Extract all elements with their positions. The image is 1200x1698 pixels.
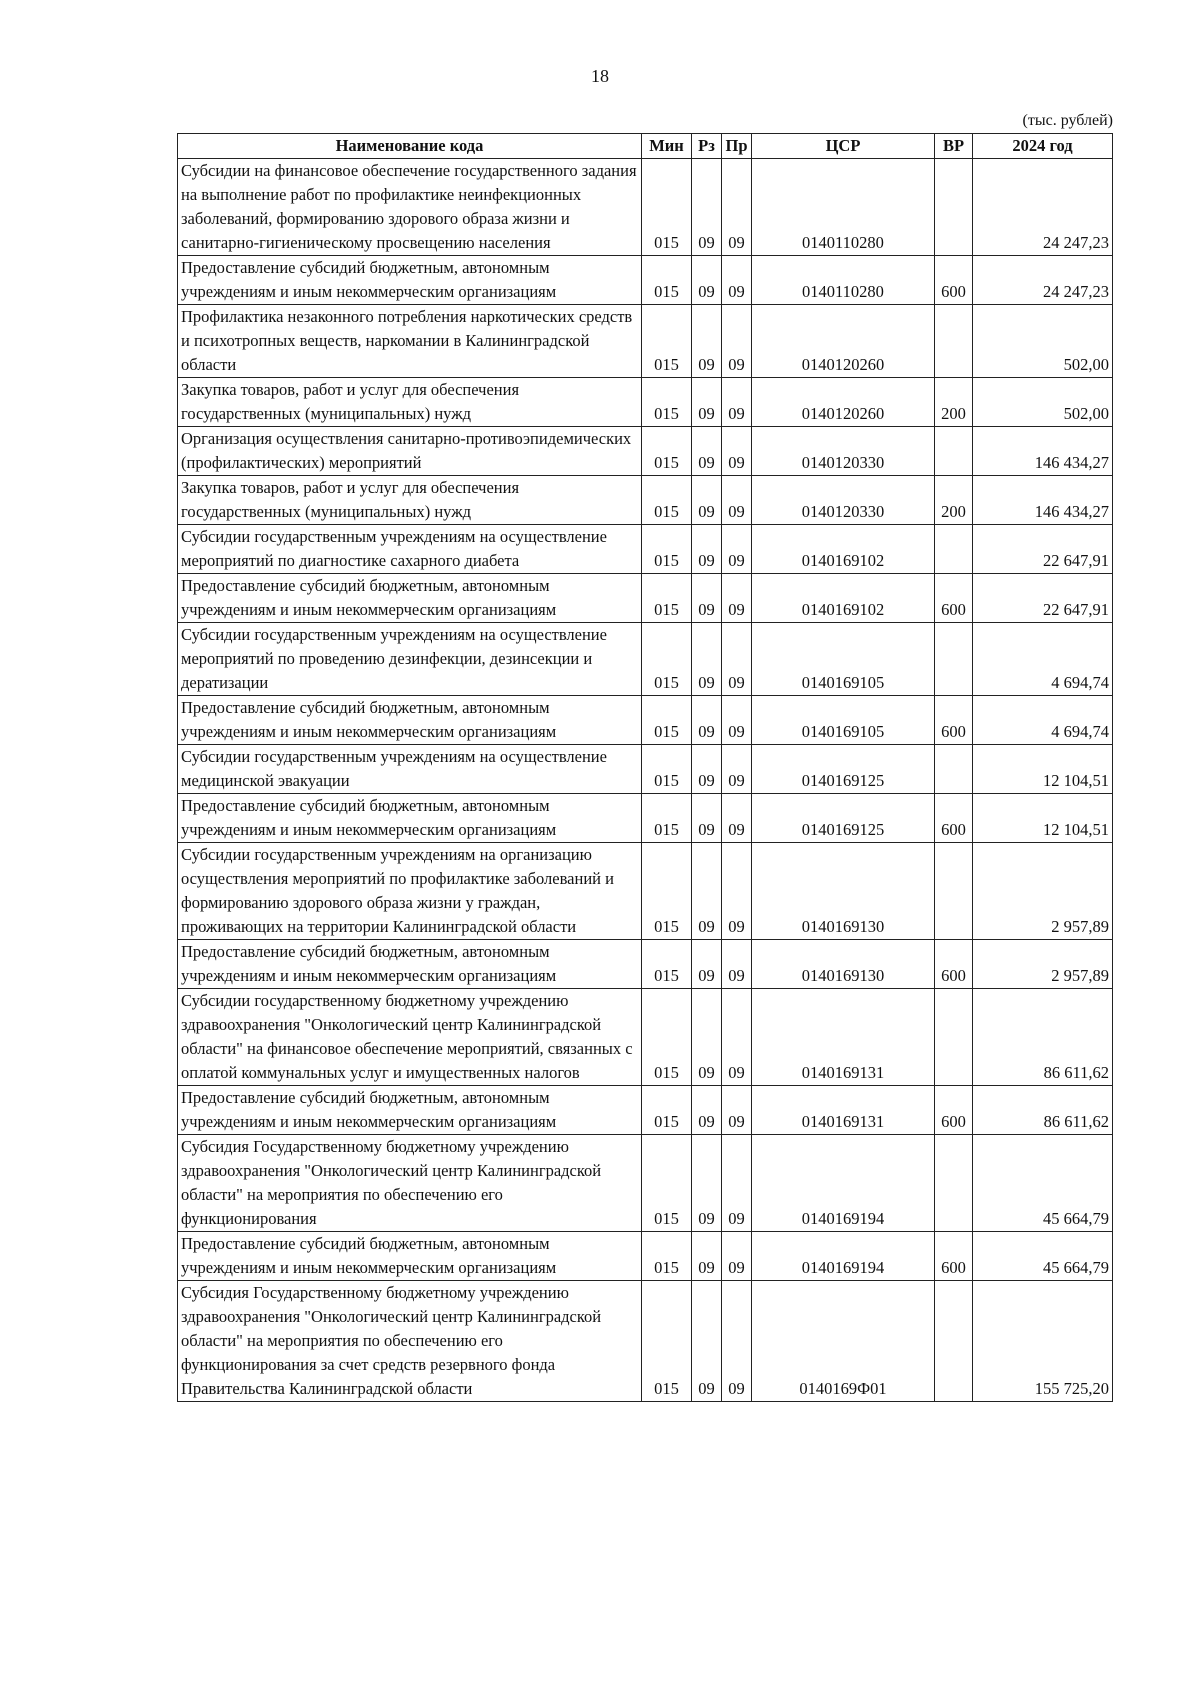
cell-csr: 0140120260 xyxy=(752,378,935,427)
table-row xyxy=(178,843,1113,940)
table-row xyxy=(178,794,1113,843)
cell-pr: 09 xyxy=(722,574,752,623)
cell-min: 015 xyxy=(642,1232,692,1281)
cell-min: 015 xyxy=(642,1135,692,1232)
cell-csr: 0140169125 xyxy=(752,794,935,843)
table-row xyxy=(178,159,1113,256)
cell-csr: 0140169102 xyxy=(752,525,935,574)
cell-sum: 146 434,27 xyxy=(973,476,1113,525)
cell-rz: 09 xyxy=(692,1281,722,1402)
cell-pr: 09 xyxy=(722,256,752,305)
cell-sum: 22 647,91 xyxy=(973,525,1113,574)
cell-vr xyxy=(935,159,973,256)
cell-vr xyxy=(935,427,973,476)
cell-rz: 09 xyxy=(692,525,722,574)
cell-name: Предоставление субсидий бюджетным, автономным учреждениям и иным некоммерческим организациям xyxy=(178,256,642,305)
table-row xyxy=(178,1232,1113,1281)
cell-rz: 09 xyxy=(692,989,722,1086)
table-row xyxy=(178,989,1113,1086)
cell-pr: 09 xyxy=(722,794,752,843)
cell-csr: 0140169130 xyxy=(752,843,935,940)
page-number: 18 xyxy=(591,66,609,86)
cell-min: 015 xyxy=(642,989,692,1086)
cell-vr xyxy=(935,843,973,940)
table-row xyxy=(178,256,1113,305)
cell-sum: 502,00 xyxy=(973,378,1113,427)
cell-min: 015 xyxy=(642,427,692,476)
cell-name: Закупка товаров, работ и услуг для обеспечения государственных (муниципальных) нужд xyxy=(178,476,642,525)
cell-pr: 09 xyxy=(722,427,752,476)
cell-name: Субсидии государственным учреждениям на организацию осуществления мероприятий по профилактике заболеваний и формированию здорового образа жизни у граждан, проживающих на территории Калининградской области xyxy=(178,843,642,940)
cell-rz: 09 xyxy=(692,843,722,940)
cell-rz: 09 xyxy=(692,1135,722,1232)
cell-name: Субсидии государственным учреждениям на осуществление медицинской эвакуации xyxy=(178,745,642,794)
cell-pr: 09 xyxy=(722,1135,752,1232)
cell-name: Организация осуществления санитарно-противоэпидемических (профилактических) мероприятий xyxy=(178,427,642,476)
cell-name: Предоставление субсидий бюджетным, автономным учреждениям и иным некоммерческим организациям xyxy=(178,1086,642,1135)
cell-name: Профилактика незаконного потребления наркотических средств и психотропных веществ, наркомании в Калининградской области xyxy=(178,305,642,378)
cell-csr: 0140169105 xyxy=(752,623,935,696)
cell-pr: 09 xyxy=(722,940,752,989)
cell-csr: 0140110280 xyxy=(752,159,935,256)
cell-min: 015 xyxy=(642,1086,692,1135)
cell-min: 015 xyxy=(642,623,692,696)
cell-min: 015 xyxy=(642,574,692,623)
cell-pr: 09 xyxy=(722,623,752,696)
cell-min: 015 xyxy=(642,940,692,989)
header-vr: ВР xyxy=(935,134,973,159)
table-row xyxy=(178,940,1113,989)
cell-vr: 600 xyxy=(935,1232,973,1281)
cell-rz: 09 xyxy=(692,476,722,525)
cell-pr: 09 xyxy=(722,989,752,1086)
cell-rz: 09 xyxy=(692,696,722,745)
cell-min: 015 xyxy=(642,305,692,378)
cell-name: Предоставление субсидий бюджетным, автономным учреждениям и иным некоммерческим организациям xyxy=(178,1232,642,1281)
cell-rz: 09 xyxy=(692,1086,722,1135)
cell-pr: 09 xyxy=(722,745,752,794)
cell-name: Предоставление субсидий бюджетным, автономным учреждениям и иным некоммерческим организациям xyxy=(178,696,642,745)
cell-sum: 45 664,79 xyxy=(973,1232,1113,1281)
cell-min: 015 xyxy=(642,696,692,745)
header-csr: ЦСР xyxy=(752,134,935,159)
cell-sum: 86 611,62 xyxy=(973,1086,1113,1135)
cell-vr xyxy=(935,305,973,378)
cell-vr: 600 xyxy=(935,256,973,305)
cell-csr: 0140110280 xyxy=(752,256,935,305)
table-row xyxy=(178,1281,1113,1402)
cell-vr: 600 xyxy=(935,940,973,989)
table-row xyxy=(178,1135,1113,1232)
cell-name: Закупка товаров, работ и услуг для обеспечения государственных (муниципальных) нужд xyxy=(178,378,642,427)
cell-vr xyxy=(935,989,973,1086)
cell-sum: 4 694,74 xyxy=(973,696,1113,745)
cell-min: 015 xyxy=(642,794,692,843)
cell-name: Субсидии государственным учреждениям на осуществление мероприятий по проведению дезинфекции, дезинсекции и дератизации xyxy=(178,623,642,696)
cell-rz: 09 xyxy=(692,574,722,623)
cell-min: 015 xyxy=(642,256,692,305)
cell-csr: 0140169131 xyxy=(752,989,935,1086)
cell-min: 015 xyxy=(642,843,692,940)
cell-csr: 0140169105 xyxy=(752,696,935,745)
cell-rz: 09 xyxy=(692,1232,722,1281)
table-row xyxy=(178,525,1113,574)
cell-pr: 09 xyxy=(722,476,752,525)
cell-sum: 2 957,89 xyxy=(973,940,1113,989)
cell-vr xyxy=(935,1135,973,1232)
cell-rz: 09 xyxy=(692,745,722,794)
cell-min: 015 xyxy=(642,476,692,525)
cell-vr xyxy=(935,745,973,794)
header-pr: Пр xyxy=(722,134,752,159)
table-row xyxy=(178,305,1113,378)
cell-vr xyxy=(935,525,973,574)
cell-sum: 146 434,27 xyxy=(973,427,1113,476)
cell-sum: 24 247,23 xyxy=(973,256,1113,305)
cell-name: Предоставление субсидий бюджетным, автономным учреждениям и иным некоммерческим организациям xyxy=(178,940,642,989)
cell-pr: 09 xyxy=(722,1232,752,1281)
cell-sum: 12 104,51 xyxy=(973,745,1113,794)
cell-csr: 0140120260 xyxy=(752,305,935,378)
cell-csr: 0140169Ф01 xyxy=(752,1281,935,1402)
cell-rz: 09 xyxy=(692,378,722,427)
table-row xyxy=(178,427,1113,476)
table-row xyxy=(178,696,1113,745)
units-label: (тыс. рублей) xyxy=(1022,112,1113,129)
cell-rz: 09 xyxy=(692,427,722,476)
cell-sum: 86 611,62 xyxy=(973,989,1113,1086)
cell-csr: 0140169194 xyxy=(752,1135,935,1232)
cell-sum: 2 957,89 xyxy=(973,843,1113,940)
cell-pr: 09 xyxy=(722,1281,752,1402)
header-year: 2024 год xyxy=(973,134,1113,159)
table-row xyxy=(178,476,1113,525)
cell-name: Предоставление субсидий бюджетным, автономным учреждениям и иным некоммерческим организациям xyxy=(178,574,642,623)
cell-min: 015 xyxy=(642,378,692,427)
cell-rz: 09 xyxy=(692,623,722,696)
cell-sum: 155 725,20 xyxy=(973,1281,1113,1402)
cell-min: 015 xyxy=(642,159,692,256)
cell-pr: 09 xyxy=(722,1086,752,1135)
cell-name: Субсидии государственному бюджетному учреждению здравоохранения "Онкологический центр Калининградской области" на финансовое обеспечение мероприятий, связанных с оплатой коммунальных услуг и имущественных налогов xyxy=(178,989,642,1086)
cell-csr: 0140120330 xyxy=(752,427,935,476)
cell-sum: 4 694,74 xyxy=(973,623,1113,696)
cell-csr: 0140169131 xyxy=(752,1086,935,1135)
table-row xyxy=(178,1086,1113,1135)
cell-csr: 0140169130 xyxy=(752,940,935,989)
cell-vr: 200 xyxy=(935,378,973,427)
cell-pr: 09 xyxy=(722,696,752,745)
cell-pr: 09 xyxy=(722,843,752,940)
cell-sum: 502,00 xyxy=(973,305,1113,378)
cell-sum: 22 647,91 xyxy=(973,574,1113,623)
cell-vr xyxy=(935,1281,973,1402)
cell-pr: 09 xyxy=(722,525,752,574)
cell-rz: 09 xyxy=(692,305,722,378)
cell-pr: 09 xyxy=(722,159,752,256)
cell-vr: 600 xyxy=(935,574,973,623)
cell-csr: 0140169102 xyxy=(752,574,935,623)
cell-vr: 600 xyxy=(935,696,973,745)
cell-min: 015 xyxy=(642,1281,692,1402)
cell-rz: 09 xyxy=(692,794,722,843)
table-row xyxy=(178,378,1113,427)
cell-min: 015 xyxy=(642,745,692,794)
cell-pr: 09 xyxy=(722,378,752,427)
cell-csr: 0140120330 xyxy=(752,476,935,525)
cell-vr: 600 xyxy=(935,1086,973,1135)
cell-pr: 09 xyxy=(722,305,752,378)
header-name: Наименование кода xyxy=(178,134,642,159)
header-rz: Рз xyxy=(692,134,722,159)
cell-csr: 0140169194 xyxy=(752,1232,935,1281)
cell-name: Субсидии государственным учреждениям на осуществление мероприятий по диагностике сахарного диабета xyxy=(178,525,642,574)
cell-csr: 0140169125 xyxy=(752,745,935,794)
cell-name: Субсидии на финансовое обеспечение государственного задания на выполнение работ по профилактике неинфекционных заболеваний, формированию здорового образа жизни и санитарно-гигиеническому просвещению населения xyxy=(178,159,642,256)
cell-rz: 09 xyxy=(692,159,722,256)
cell-min: 015 xyxy=(642,525,692,574)
table-row xyxy=(178,623,1113,696)
cell-rz: 09 xyxy=(692,940,722,989)
table-header-row xyxy=(178,134,1113,159)
table-row xyxy=(178,574,1113,623)
cell-sum: 24 247,23 xyxy=(973,159,1113,256)
cell-sum: 12 104,51 xyxy=(973,794,1113,843)
cell-rz: 09 xyxy=(692,256,722,305)
budget-table xyxy=(177,133,1113,1402)
table-row xyxy=(178,745,1113,794)
cell-vr xyxy=(935,623,973,696)
cell-vr: 200 xyxy=(935,476,973,525)
cell-vr: 600 xyxy=(935,794,973,843)
cell-sum: 45 664,79 xyxy=(973,1135,1113,1232)
cell-name: Предоставление субсидий бюджетным, автономным учреждениям и иным некоммерческим организациям xyxy=(178,794,642,843)
cell-name: Субсидия Государственному бюджетному учреждению здравоохранения "Онкологический центр Калининградской области" на мероприятия по обеспечению его функционирования xyxy=(178,1135,642,1232)
header-min: Мин xyxy=(642,134,692,159)
cell-name: Субсидия Государственному бюджетному учреждению здравоохранения "Онкологический центр Калининградской области" на мероприятия по обеспечению его функционирования за счет средств резервного фонда Правительства Калининградской области xyxy=(178,1281,642,1402)
